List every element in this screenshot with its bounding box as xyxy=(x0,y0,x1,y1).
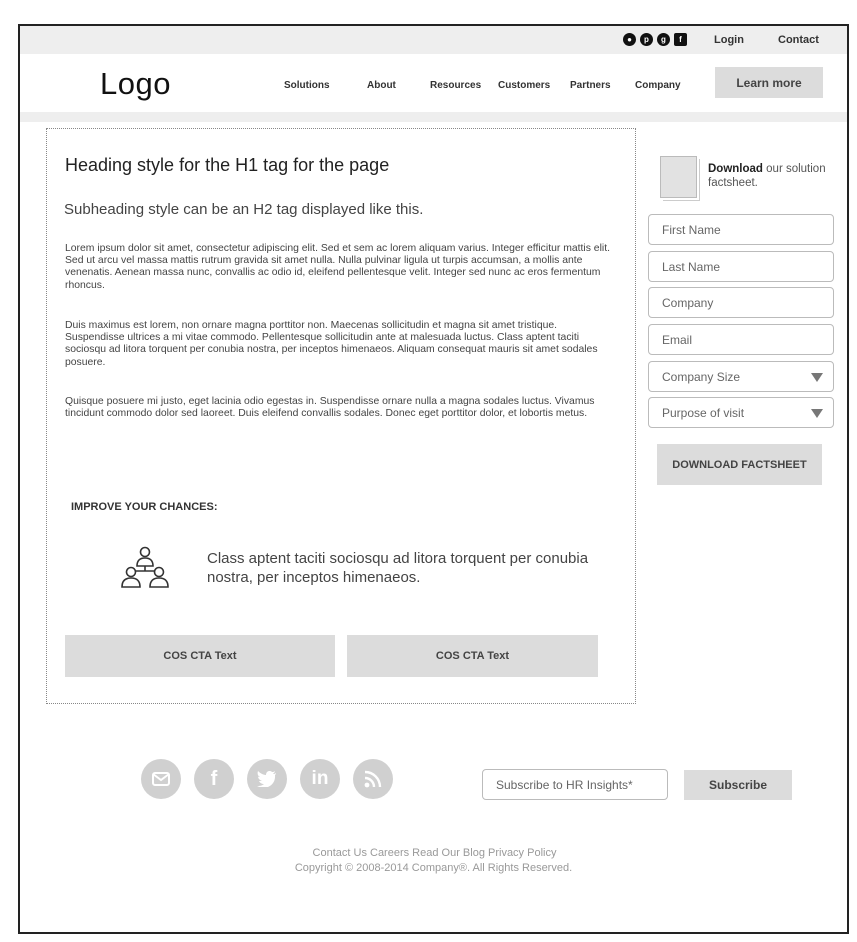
page-subtitle: Subheading style can be an H2 tag displayed like this. xyxy=(64,201,424,218)
subscribe-button[interactable]: Subscribe xyxy=(684,770,792,800)
pinterest-icon[interactable]: p xyxy=(640,33,653,46)
footer-links[interactable]: Contact Us Careers Read Our Blog Privacy Policy xyxy=(312,847,557,859)
mail-icon[interactable] xyxy=(141,759,181,799)
body-paragraph-2: Duis maximus est lorem, non ornare magna porttitor non. Maecenas sollicitudin et magna sit amet tristique. Suspendisse ultrices a mi vitae commodo. Pellentesque sollicitudin ante at malesuada luctus. Class aptent taciti sociosqu ad litora torquent per conubia nostra, per inceptos himenaeos. Aliquam consequat mauris sit amet sodales posuere. xyxy=(65,320,598,368)
learn-more-button[interactable]: Learn more xyxy=(715,67,823,98)
top-social-icons xyxy=(623,33,687,46)
nav-about[interactable]: About xyxy=(367,80,396,91)
facebook-icon[interactable]: f xyxy=(674,33,687,46)
dropdown-arrow-icon xyxy=(811,373,823,382)
dropdown-arrow-icon xyxy=(811,409,823,418)
login-link[interactable]: Login xyxy=(714,34,744,46)
first-name-field[interactable]: First Name xyxy=(648,214,834,245)
download-promo-bold: Download xyxy=(708,163,763,175)
utility-bar xyxy=(20,26,847,54)
nav-partners[interactable]: Partners xyxy=(570,80,611,91)
facebook-icon[interactable]: f xyxy=(194,759,234,799)
purpose-select[interactable]: Purpose of visit xyxy=(648,397,834,428)
footer-copyright: Copyright © 2008-2014 Company®. All Rights Reserved. xyxy=(294,862,573,874)
contact-link[interactable]: Contact xyxy=(778,34,819,46)
nav-solutions[interactable]: Solutions xyxy=(284,80,330,91)
email-field[interactable]: Email xyxy=(648,324,834,355)
improve-heading: IMPROVE YOUR CHANCES: xyxy=(71,501,218,513)
site-header xyxy=(20,54,847,112)
improve-text: Class aptent taciti sociosqu ad litora torquent per conubia nostra, per inceptos himenaeos. xyxy=(207,550,589,586)
social-circle-icon[interactable]: ● xyxy=(623,33,636,46)
download-factsheet-button[interactable]: DOWNLOAD FACTSHEET xyxy=(657,444,822,485)
company-size-select[interactable]: Company Size xyxy=(648,361,834,392)
page-title: Heading style for the H1 tag for the page xyxy=(65,155,390,175)
google-plus-icon[interactable]: g xyxy=(657,33,670,46)
page-frame xyxy=(18,24,849,934)
nav-customers[interactable]: Customers xyxy=(498,80,551,91)
body-paragraph-1: Lorem ipsum dolor sit amet, consectetur adipiscing elit. Sed et sem ac lorem aliquam varius. Integer efficitur mattis elit. Sed ut arcu vel massa mattis rutrum gravida sit amet nulla. Nulla pulvinar ligula ut turpis accumsan, a mollis ante venenatis. Aenean massa nunc, convallis ac odio id, eleifend pellentesque velit. Integer sed nunc ac eros fermentum rhoncus. xyxy=(65,243,610,291)
factsheet-document-icon xyxy=(660,156,697,198)
nav-company[interactable]: Company xyxy=(635,80,681,91)
main-content xyxy=(46,128,636,704)
download-promo-rest: our solution factsheet. xyxy=(708,163,826,189)
rss-icon[interactable] xyxy=(353,759,393,799)
people-network-icon xyxy=(117,545,173,591)
last-name-field[interactable]: Last Name xyxy=(648,251,834,282)
header-divider xyxy=(20,112,847,122)
footer-social-icons xyxy=(141,759,393,799)
logo[interactable]: Logo xyxy=(100,66,171,101)
linkedin-icon[interactable]: in xyxy=(300,759,340,799)
cta-button-1[interactable]: COS CTA Text xyxy=(65,635,335,677)
nav-resources[interactable]: Resources xyxy=(430,80,482,91)
twitter-icon[interactable] xyxy=(247,759,287,799)
company-field[interactable]: Company xyxy=(648,287,834,318)
subscribe-input[interactable]: Subscribe to HR Insights* xyxy=(482,769,668,800)
body-paragraph-3: Quisque posuere mi justo, eget lacinia odio egestas in. Suspendisse ornare nulla a magna sodales luctus. Vivamus tincidunt commodo dolor sed laoreet. Duis eleifend convallis sodales. Donec eget porttitor dolor, et lobortis metus. xyxy=(65,396,595,420)
cta-button-2[interactable]: COS CTA Text xyxy=(347,635,598,677)
download-promo xyxy=(708,162,828,190)
